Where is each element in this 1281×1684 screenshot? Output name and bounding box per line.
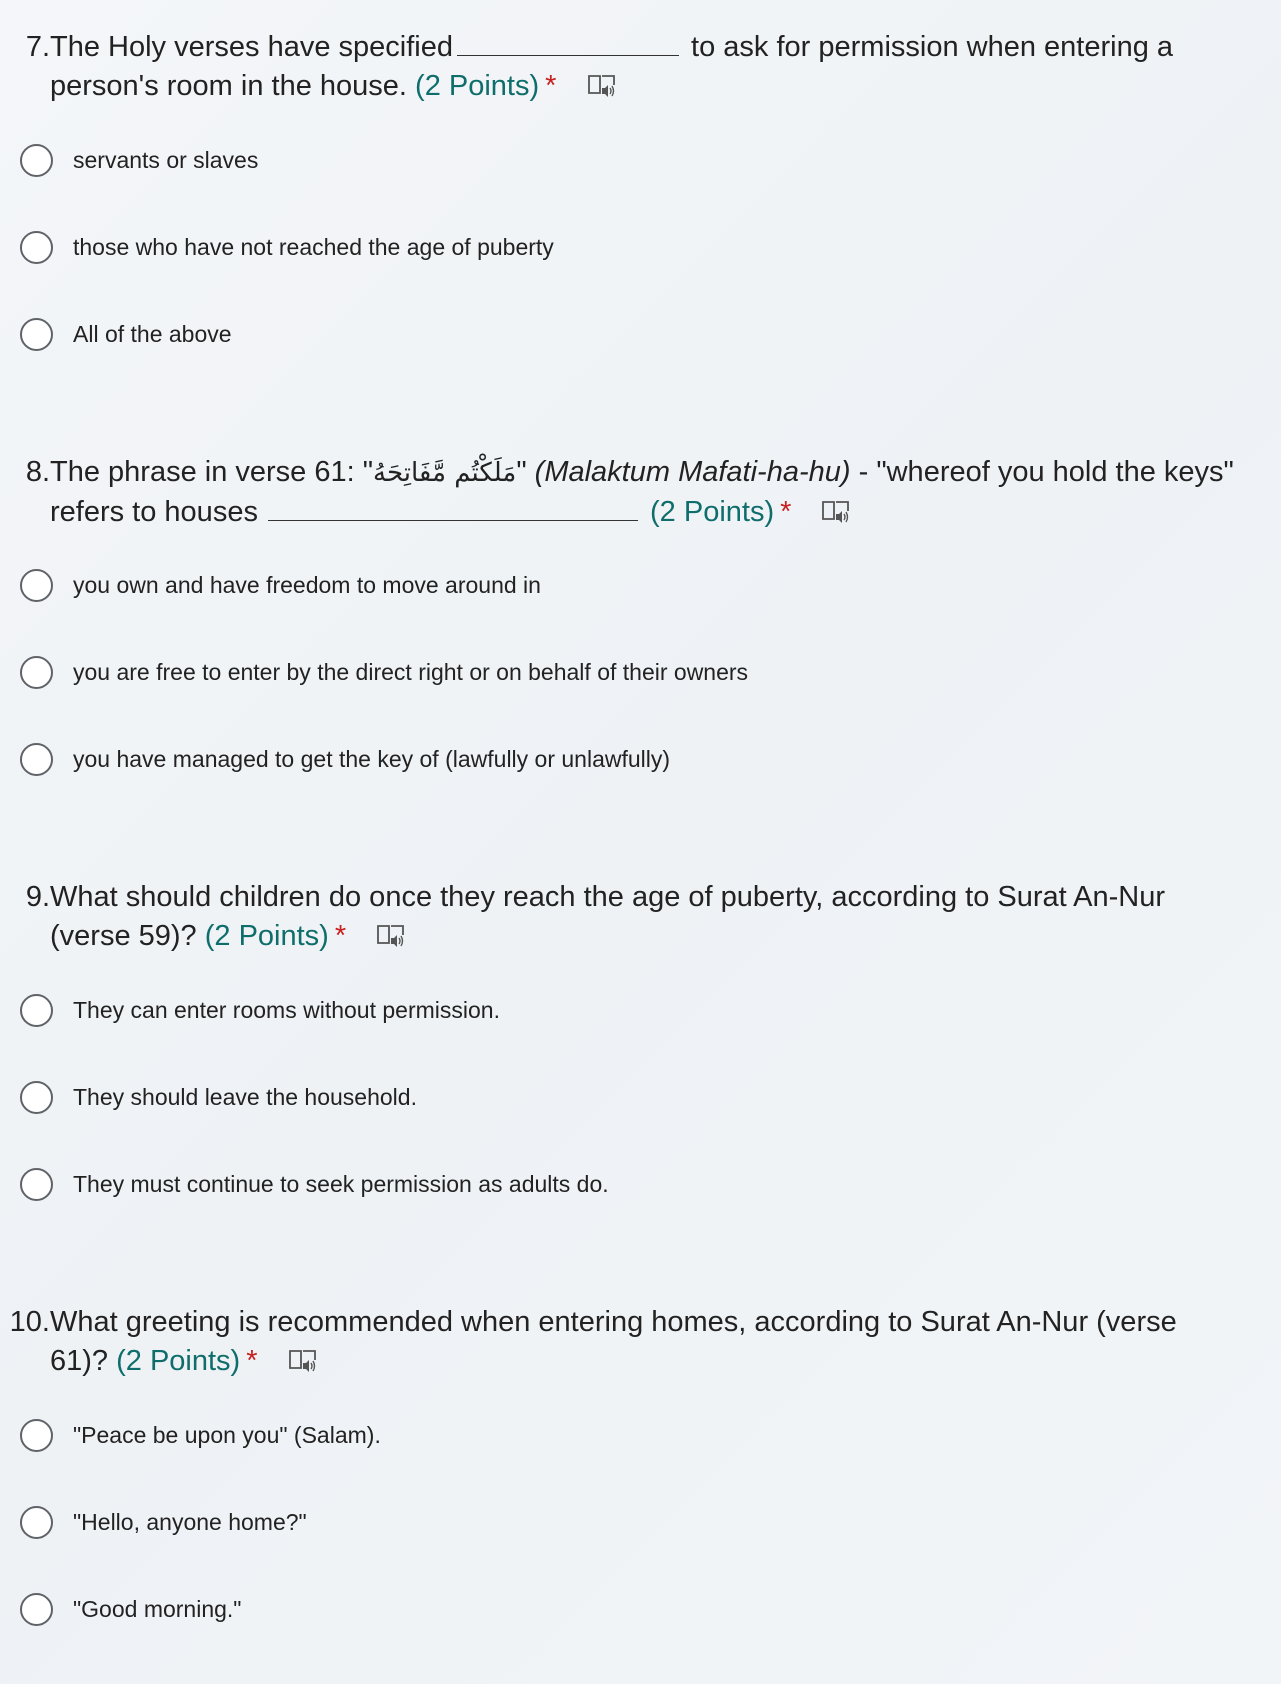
radio-button[interactable] [20, 1506, 53, 1539]
question-number: 8. [25, 456, 50, 488]
question-text: - "whereof you hold the keys" [858, 456, 1234, 488]
radio-button[interactable] [20, 994, 53, 1027]
question-number: 10. [9, 1306, 50, 1338]
question-text: The phrase in verse 61: " [50, 456, 374, 488]
option-label: "Hello, anyone home?" [73, 1508, 307, 1535]
required-asterisk: * [780, 496, 792, 528]
immersive-reader-icon[interactable] [587, 71, 617, 97]
option-label: "Good morning." [73, 1595, 242, 1622]
radio-button[interactable] [20, 144, 53, 177]
question-title [25, 28, 1275, 106]
question-text: (verse 59)? [50, 920, 197, 952]
option-hello-anyone-home[interactable] [20, 1502, 307, 1542]
option-managed-key[interactable] [20, 739, 670, 779]
radio-button[interactable] [20, 1593, 53, 1626]
option-label: you own and have freedom to move around in [73, 571, 541, 598]
radio-button[interactable] [20, 1419, 53, 1452]
question-text: " [516, 456, 527, 488]
radio-button[interactable] [20, 318, 53, 351]
option-label: you have managed to get the key of (lawfully or unlawfully) [73, 745, 671, 772]
radio-button[interactable] [20, 656, 53, 689]
question-text: What greeting is recommended when entering homes, according to Surat An-Nur (verse [50, 1306, 1177, 1338]
required-asterisk: * [545, 70, 557, 102]
required-asterisk: * [246, 1345, 258, 1377]
immersive-reader-icon[interactable] [821, 497, 851, 523]
option-label: you are free to enter by the direct right or on behalf of their owners [73, 658, 749, 685]
question-text: The Holy verses have specified [50, 31, 453, 63]
option-peace-be-upon-you[interactable] [20, 1415, 381, 1455]
question-text: to ask for permission when entering a [691, 31, 1174, 63]
question-title [25, 453, 1275, 532]
radio-button[interactable] [20, 231, 53, 264]
radio-button[interactable] [20, 1081, 53, 1114]
question-text: 61)? [50, 1345, 109, 1377]
option-label: They must continue to seek permission as adults do. [73, 1170, 609, 1197]
question-number: 7. [25, 31, 50, 63]
option-own-and-freedom[interactable] [20, 565, 541, 605]
points-label: (2 Points) [116, 1345, 241, 1377]
option-enter-without-permission[interactable] [20, 990, 500, 1030]
option-not-reached-puberty[interactable] [20, 227, 554, 267]
required-asterisk: * [334, 920, 347, 952]
option-label: They can enter rooms without permission. [73, 996, 500, 1023]
option-servants-or-slaves[interactable] [20, 140, 258, 180]
option-label: They should leave the household. [73, 1083, 417, 1110]
option-free-to-enter[interactable] [20, 652, 748, 692]
question-title [9, 1303, 1275, 1381]
option-leave-household[interactable] [20, 1077, 417, 1117]
points-label: (2 Points) [650, 496, 775, 528]
immersive-reader-icon[interactable] [376, 921, 406, 947]
arabic-phrase: مَلَكْتُم مَّفَاتِحَهُ [373, 458, 517, 488]
radio-button[interactable] [20, 569, 53, 602]
question-text: person's room in the house. [50, 70, 407, 102]
question-text: What should children do once they reach the age of puberty, according to Surat An-Nur [50, 881, 1166, 913]
radio-button[interactable] [20, 1168, 53, 1201]
option-continue-seek-permission[interactable] [20, 1164, 609, 1204]
option-label: "Peace be upon you" (Salam). [73, 1421, 381, 1448]
points-label: (2 Points) [415, 70, 540, 102]
option-label: those who have not reached the age of puberty [73, 233, 554, 260]
option-good-morning[interactable] [20, 1589, 241, 1629]
immersive-reader-icon[interactable] [288, 1346, 318, 1372]
radio-button[interactable] [20, 743, 53, 776]
transliteration: (Malaktum Mafati-ha-hu) [534, 456, 851, 488]
option-all-of-the-above[interactable] [20, 314, 232, 354]
question-title [25, 878, 1275, 956]
points-label: (2 Points) [204, 920, 329, 952]
fill-in-blank [268, 496, 638, 521]
fill-in-blank [457, 31, 679, 56]
option-label: All of the above [73, 320, 232, 347]
question-number: 9. [25, 881, 50, 913]
question-text: refers to houses [50, 496, 258, 528]
option-label: servants or slaves [73, 146, 259, 173]
